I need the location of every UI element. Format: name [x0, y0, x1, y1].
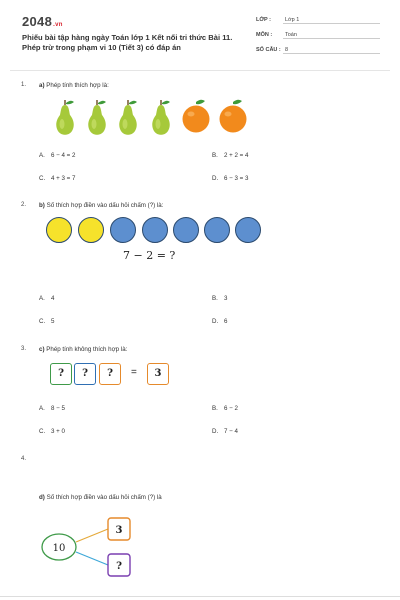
- q4-number-bond-diagram: [40, 514, 150, 584]
- q2-equation: 7 − 2 = ?: [123, 249, 176, 262]
- pear-icon: [115, 97, 141, 137]
- option-letter: B.: [212, 295, 218, 302]
- q3-result-box: 3: [147, 363, 169, 385]
- worksheet-header: [0, 0, 400, 66]
- class-value: Lớp 1: [283, 17, 380, 24]
- q2-option-c[interactable]: [39, 318, 54, 325]
- option-letter: D.: [212, 318, 219, 325]
- unknown-part-value: ?: [116, 561, 122, 572]
- option-letter: D.: [212, 428, 219, 435]
- blue-circle-icon: [173, 217, 199, 243]
- option-letter: A.: [39, 295, 45, 302]
- blue-circle-icon: [110, 217, 136, 243]
- option-text: 3 + 0: [51, 428, 65, 435]
- class-label: LỚP :: [256, 17, 271, 23]
- option-letter: B.: [212, 152, 218, 159]
- q3-option-a[interactable]: [39, 405, 65, 412]
- whole-value: 10: [52, 543, 66, 554]
- q1-text: Phép tính thích hợp là:: [46, 82, 109, 89]
- question-count-label: SỐ CÂU :: [256, 47, 281, 53]
- page-bottom-divider: [0, 596, 400, 597]
- option-letter: D.: [212, 175, 219, 182]
- option-letter: A.: [39, 152, 45, 159]
- q1-option-c[interactable]: [39, 175, 75, 182]
- q3-part: c): [39, 346, 45, 353]
- option-letter: C.: [39, 175, 46, 182]
- known-part-value: 3: [115, 525, 123, 536]
- logo-suffix: .vn: [53, 22, 63, 28]
- q4-number: 4.: [21, 456, 27, 462]
- option-text: 6 − 4 = 2: [51, 152, 76, 159]
- worksheet-title: [22, 33, 242, 53]
- pear-icon: [148, 97, 174, 137]
- question-count-value: 8: [283, 47, 380, 54]
- option-text: 2 + 2 = 4: [224, 152, 249, 159]
- option-letter: A.: [39, 405, 45, 412]
- option-letter: C.: [39, 428, 46, 435]
- q3-number: 3.: [21, 346, 27, 352]
- q1-option-d[interactable]: [212, 175, 248, 182]
- orange-icon: [218, 98, 248, 134]
- option-letter: B.: [212, 405, 218, 412]
- bond-line-top: [76, 529, 108, 542]
- q3-equals: =: [131, 367, 137, 378]
- q3-box-2: ?: [74, 363, 96, 385]
- q2-part: b): [39, 202, 45, 209]
- q2-option-b[interactable]: [212, 295, 227, 302]
- subject-value: Toán: [283, 32, 380, 39]
- option-text: 4 + 3 = 7: [51, 175, 76, 182]
- q1-part: a): [39, 82, 45, 89]
- blue-circle-icon: [142, 217, 168, 243]
- q2-number: 2.: [21, 202, 27, 208]
- q3-box-1: ?: [50, 363, 72, 385]
- q4-text: Số thích hợp điền vào dấu hỏi chấm (?) là: [46, 494, 162, 501]
- q4-part: d): [39, 494, 45, 501]
- q3-option-d[interactable]: [212, 428, 238, 435]
- option-letter: C.: [39, 318, 46, 325]
- pear-icon: [84, 97, 110, 137]
- option-text: 4: [51, 295, 55, 302]
- subject-label: MÔN :: [256, 32, 273, 38]
- q2-text: Số thích hợp điền vào dấu hỏi chấm (?) là:: [46, 202, 164, 209]
- option-text: 5: [51, 318, 55, 325]
- q1-option-a[interactable]: [39, 152, 75, 159]
- q2-prompt: [39, 202, 163, 209]
- q3-box-3: ?: [99, 363, 121, 385]
- q4-prompt: [39, 494, 162, 501]
- q1-number: 1.: [21, 82, 27, 88]
- title-line-1: Phiếu bài tập hàng ngày Toán lớp 1 Kết nối tri thức Bài 11.: [22, 33, 233, 42]
- q1-option-b[interactable]: [212, 152, 248, 159]
- meta-question-count: [256, 47, 380, 54]
- q3-option-c[interactable]: [39, 428, 65, 435]
- meta-class: [256, 17, 380, 24]
- blue-circle-icon: [204, 217, 230, 243]
- option-text: 6 − 2: [224, 405, 238, 412]
- q2-option-a[interactable]: [39, 295, 54, 302]
- bond-line-bottom: [76, 552, 108, 565]
- yellow-circle-icon: [46, 217, 72, 243]
- title-line-2: Phép trừ trong phạm vi 10 (Tiết 3) có đáp án: [22, 43, 181, 52]
- q2-option-d[interactable]: [212, 318, 227, 325]
- option-text: 7 − 4: [224, 428, 238, 435]
- meta-subject: [256, 32, 380, 39]
- option-text: 3: [224, 295, 228, 302]
- header-divider: [10, 70, 390, 71]
- option-text: 6 − 3 = 3: [224, 175, 249, 182]
- pear-icon: [52, 97, 78, 137]
- option-text: 6: [224, 318, 228, 325]
- q3-option-b[interactable]: [212, 405, 238, 412]
- yellow-circle-icon: [78, 217, 104, 243]
- blue-circle-icon: [235, 217, 261, 243]
- logo-text: 2048: [22, 14, 53, 29]
- q3-prompt: [39, 346, 127, 353]
- option-text: 8 − 5: [51, 405, 65, 412]
- orange-icon: [181, 98, 211, 134]
- q1-prompt: [39, 82, 109, 89]
- q3-text: Phép tính không thích hợp là:: [46, 346, 128, 353]
- site-logo[interactable]: [22, 14, 63, 29]
